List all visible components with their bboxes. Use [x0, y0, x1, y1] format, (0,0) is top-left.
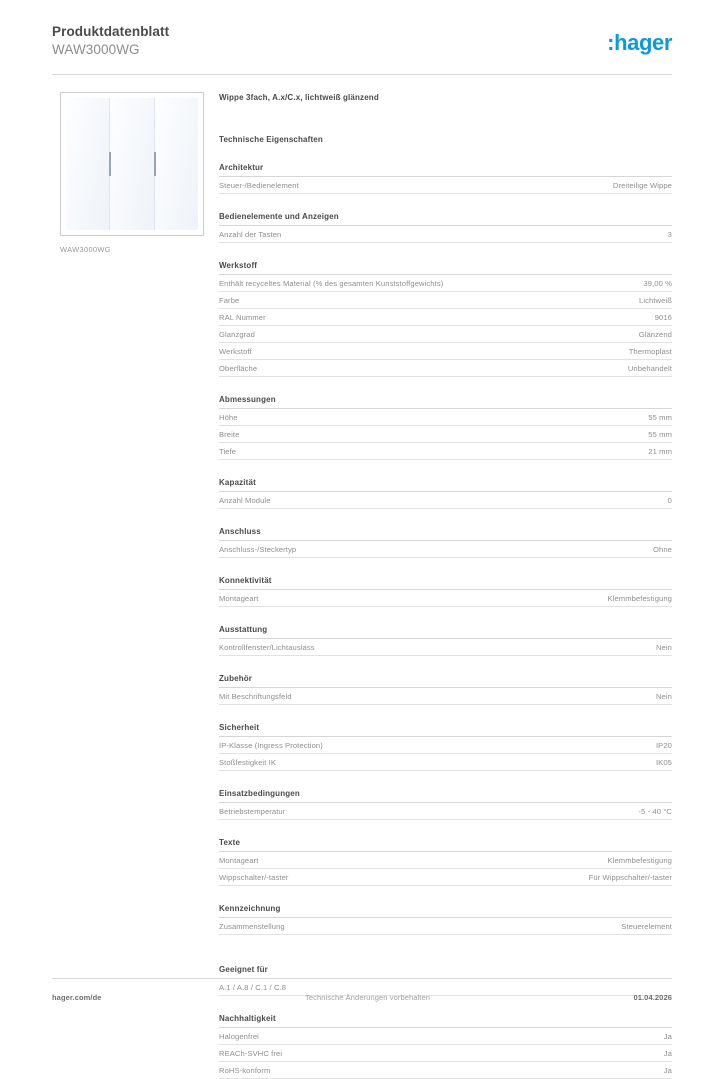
spec-row [219, 275, 672, 292]
rocker-panel-1 [66, 98, 109, 230]
spec-row-label: RAL Nummer [219, 313, 266, 322]
spec-row-value: IP20 [655, 741, 672, 750]
spec-section-title: Einsatzbedingungen [219, 788, 672, 803]
rocker-panel-3 [154, 98, 198, 230]
page-title: Produktdatenblatt [52, 24, 170, 39]
spec-section-title: Texte [219, 837, 672, 852]
spec-row-value: 21 mm [648, 447, 672, 456]
spec-row-value: 39,00 % [643, 279, 672, 288]
spec-row [219, 852, 672, 869]
spec-row [219, 343, 672, 360]
spec-row-label: Enthält recyceltes Material (% des gesamten Kunststoffgewichts) [219, 279, 444, 288]
spec-row-value: 9016 [654, 313, 672, 322]
spec-section [219, 575, 672, 607]
spec-row-label: Stoßfestigkeit IK [219, 758, 276, 767]
spec-row [219, 1062, 672, 1079]
technical-properties-heading: Technische Eigenschaften [219, 135, 323, 144]
rocker-notch-1 [109, 152, 111, 176]
footer-website-link[interactable]: hager.com/de [52, 993, 102, 1002]
spec-section-title: Architektur [219, 162, 672, 177]
spec-row [219, 869, 672, 886]
spec-row-label: IP-Klasse (Ingress Protection) [219, 741, 323, 750]
spec-row-label: Kontrollfenster/Lichtauslass [219, 643, 315, 652]
hager-logo: :hager [607, 30, 672, 55]
spec-row-label: Breite [219, 430, 240, 439]
spec-section [219, 526, 672, 558]
spec-row [219, 409, 672, 426]
spec-row-label: Mit Beschriftungsfeld [219, 692, 292, 701]
spec-row [219, 737, 672, 754]
footer-disclaimer: Technische Änderungen vorbehalten [304, 993, 431, 1002]
spec-row-value: Thermoplast [628, 347, 672, 356]
spec-row [219, 803, 672, 820]
spec-row-label: A.1 / A.8 / C.1 / C.8 [219, 983, 287, 992]
spec-row-label: REACh-SVHC frei [219, 1049, 283, 1058]
spec-row [219, 326, 672, 343]
specifications-column [219, 92, 672, 1079]
spec-row-value: Unbehandelt [627, 364, 672, 373]
spec-section [219, 722, 672, 771]
spec-row [219, 177, 672, 194]
spec-row-label: Anzahl Module [219, 496, 271, 505]
spec-row-label: Steuer-/Bedienelement [219, 181, 299, 190]
spec-row [219, 541, 672, 558]
page-header [52, 24, 672, 72]
spec-row-value: Ja [663, 1032, 672, 1041]
spec-row-label: RoHS-konform [219, 1066, 271, 1075]
rocker-panel-2 [109, 98, 153, 230]
spec-section [219, 673, 672, 705]
spec-row [219, 590, 672, 607]
spec-row-value: Für Wippschalter/-taster [588, 873, 672, 882]
spec-row [219, 426, 672, 443]
spec-section-title: Konnektivität [219, 575, 672, 590]
spec-row-label: Farbe [219, 296, 240, 305]
spec-row-value: -5 - 40 °C [638, 807, 672, 816]
rocker-switch-illustration [66, 98, 198, 230]
spec-row [219, 360, 672, 377]
spec-row-value: Ja [663, 1066, 672, 1075]
spec-row-value: Steuerelement [621, 922, 672, 931]
spec-row-label: Anschluss-/Steckertyp [219, 545, 297, 554]
spec-row [219, 292, 672, 309]
spec-row-value: 55 mm [648, 430, 672, 439]
spec-section [219, 964, 672, 996]
spec-section-title: Geeignet für [219, 964, 672, 979]
spec-row-value: Dreiteilige Wippe [612, 181, 672, 190]
spec-section-title: Nachhaltigkeit [219, 1013, 672, 1028]
spec-row-label: Anzahl der Tasten [219, 230, 282, 239]
spec-row [219, 226, 672, 243]
spec-section [219, 162, 672, 194]
header-divider [52, 74, 672, 75]
spec-row [219, 309, 672, 326]
rocker-notch-2 [154, 152, 156, 176]
spec-row-value: 3 [667, 230, 672, 239]
spec-section [219, 837, 672, 886]
product-image-frame [60, 92, 204, 236]
spec-row-label: Zusammenstellung [219, 922, 285, 931]
spec-row-label: Werkstoff [219, 347, 252, 356]
spec-row-label: Halogenfrei [219, 1032, 259, 1041]
spec-section [219, 788, 672, 820]
spec-row [219, 688, 672, 705]
spec-row-label: Tiefe [219, 447, 237, 456]
page-footer [52, 993, 672, 1002]
spec-section [219, 211, 672, 243]
spec-row-label: Wippschalter/-taster [219, 873, 289, 882]
spec-row-value: Nein [655, 643, 672, 652]
spec-row-label: Höhe [219, 413, 238, 422]
spec-section-title: Sicherheit [219, 722, 672, 737]
spec-row [219, 1028, 672, 1045]
specification-sections [219, 162, 672, 1079]
spec-row-value: Lichtweiß [639, 296, 672, 305]
spec-section-title: Kapazität [219, 477, 672, 492]
product-image-caption: WAW3000WG [60, 245, 111, 254]
spec-row-value: Klemmbefestigung [607, 856, 672, 865]
spec-row-label: Montageart [219, 594, 259, 603]
spec-section-title: Anschluss [219, 526, 672, 541]
spec-row-value: Ohne [653, 545, 672, 554]
spec-section [219, 394, 672, 460]
spec-row-value: Ja [663, 1049, 672, 1058]
spec-row [219, 443, 672, 460]
spec-section-title: Ausstattung [219, 624, 672, 639]
spec-section [219, 624, 672, 656]
spec-row-value: Klemmbefestigung [607, 594, 672, 603]
spec-section-title: Kennzeichnung [219, 903, 672, 918]
spec-section-title: Abmessungen [219, 394, 672, 409]
spec-row-label: Betriebstemperatur [219, 807, 286, 816]
spec-row-value: 0 [667, 496, 672, 505]
spec-section-title: Werkstoff [219, 260, 672, 275]
spec-section-title: Bedienelemente und Anzeigen [219, 211, 672, 226]
spec-section-title: Zubehör [219, 673, 672, 688]
product-reference-subtitle: WAW3000WG [52, 42, 140, 57]
footer-divider [52, 978, 672, 979]
spec-row [219, 492, 672, 509]
spec-row-label: Montageart [219, 856, 259, 865]
spec-row [219, 754, 672, 771]
spec-row-value: Nein [655, 692, 672, 701]
spec-section [219, 1013, 672, 1079]
spec-section [219, 477, 672, 509]
spec-section [219, 260, 672, 377]
footer-date: 01.04.2026 [633, 993, 672, 1002]
spec-row-value: Glänzend [638, 330, 672, 339]
product-image-column [60, 92, 204, 254]
spec-row [219, 639, 672, 656]
product-name-heading: Wippe 3fach, A.x/C.x, lichtweiß glänzend [219, 93, 379, 102]
spec-row [219, 1045, 672, 1062]
spec-row-value: 55 mm [648, 413, 672, 422]
spec-section [219, 903, 672, 935]
spec-row [219, 918, 672, 935]
spec-row-value: IK05 [655, 758, 672, 767]
spec-row-label: Glanzgrad [219, 330, 255, 339]
spec-row-label: Oberfläche [219, 364, 258, 373]
